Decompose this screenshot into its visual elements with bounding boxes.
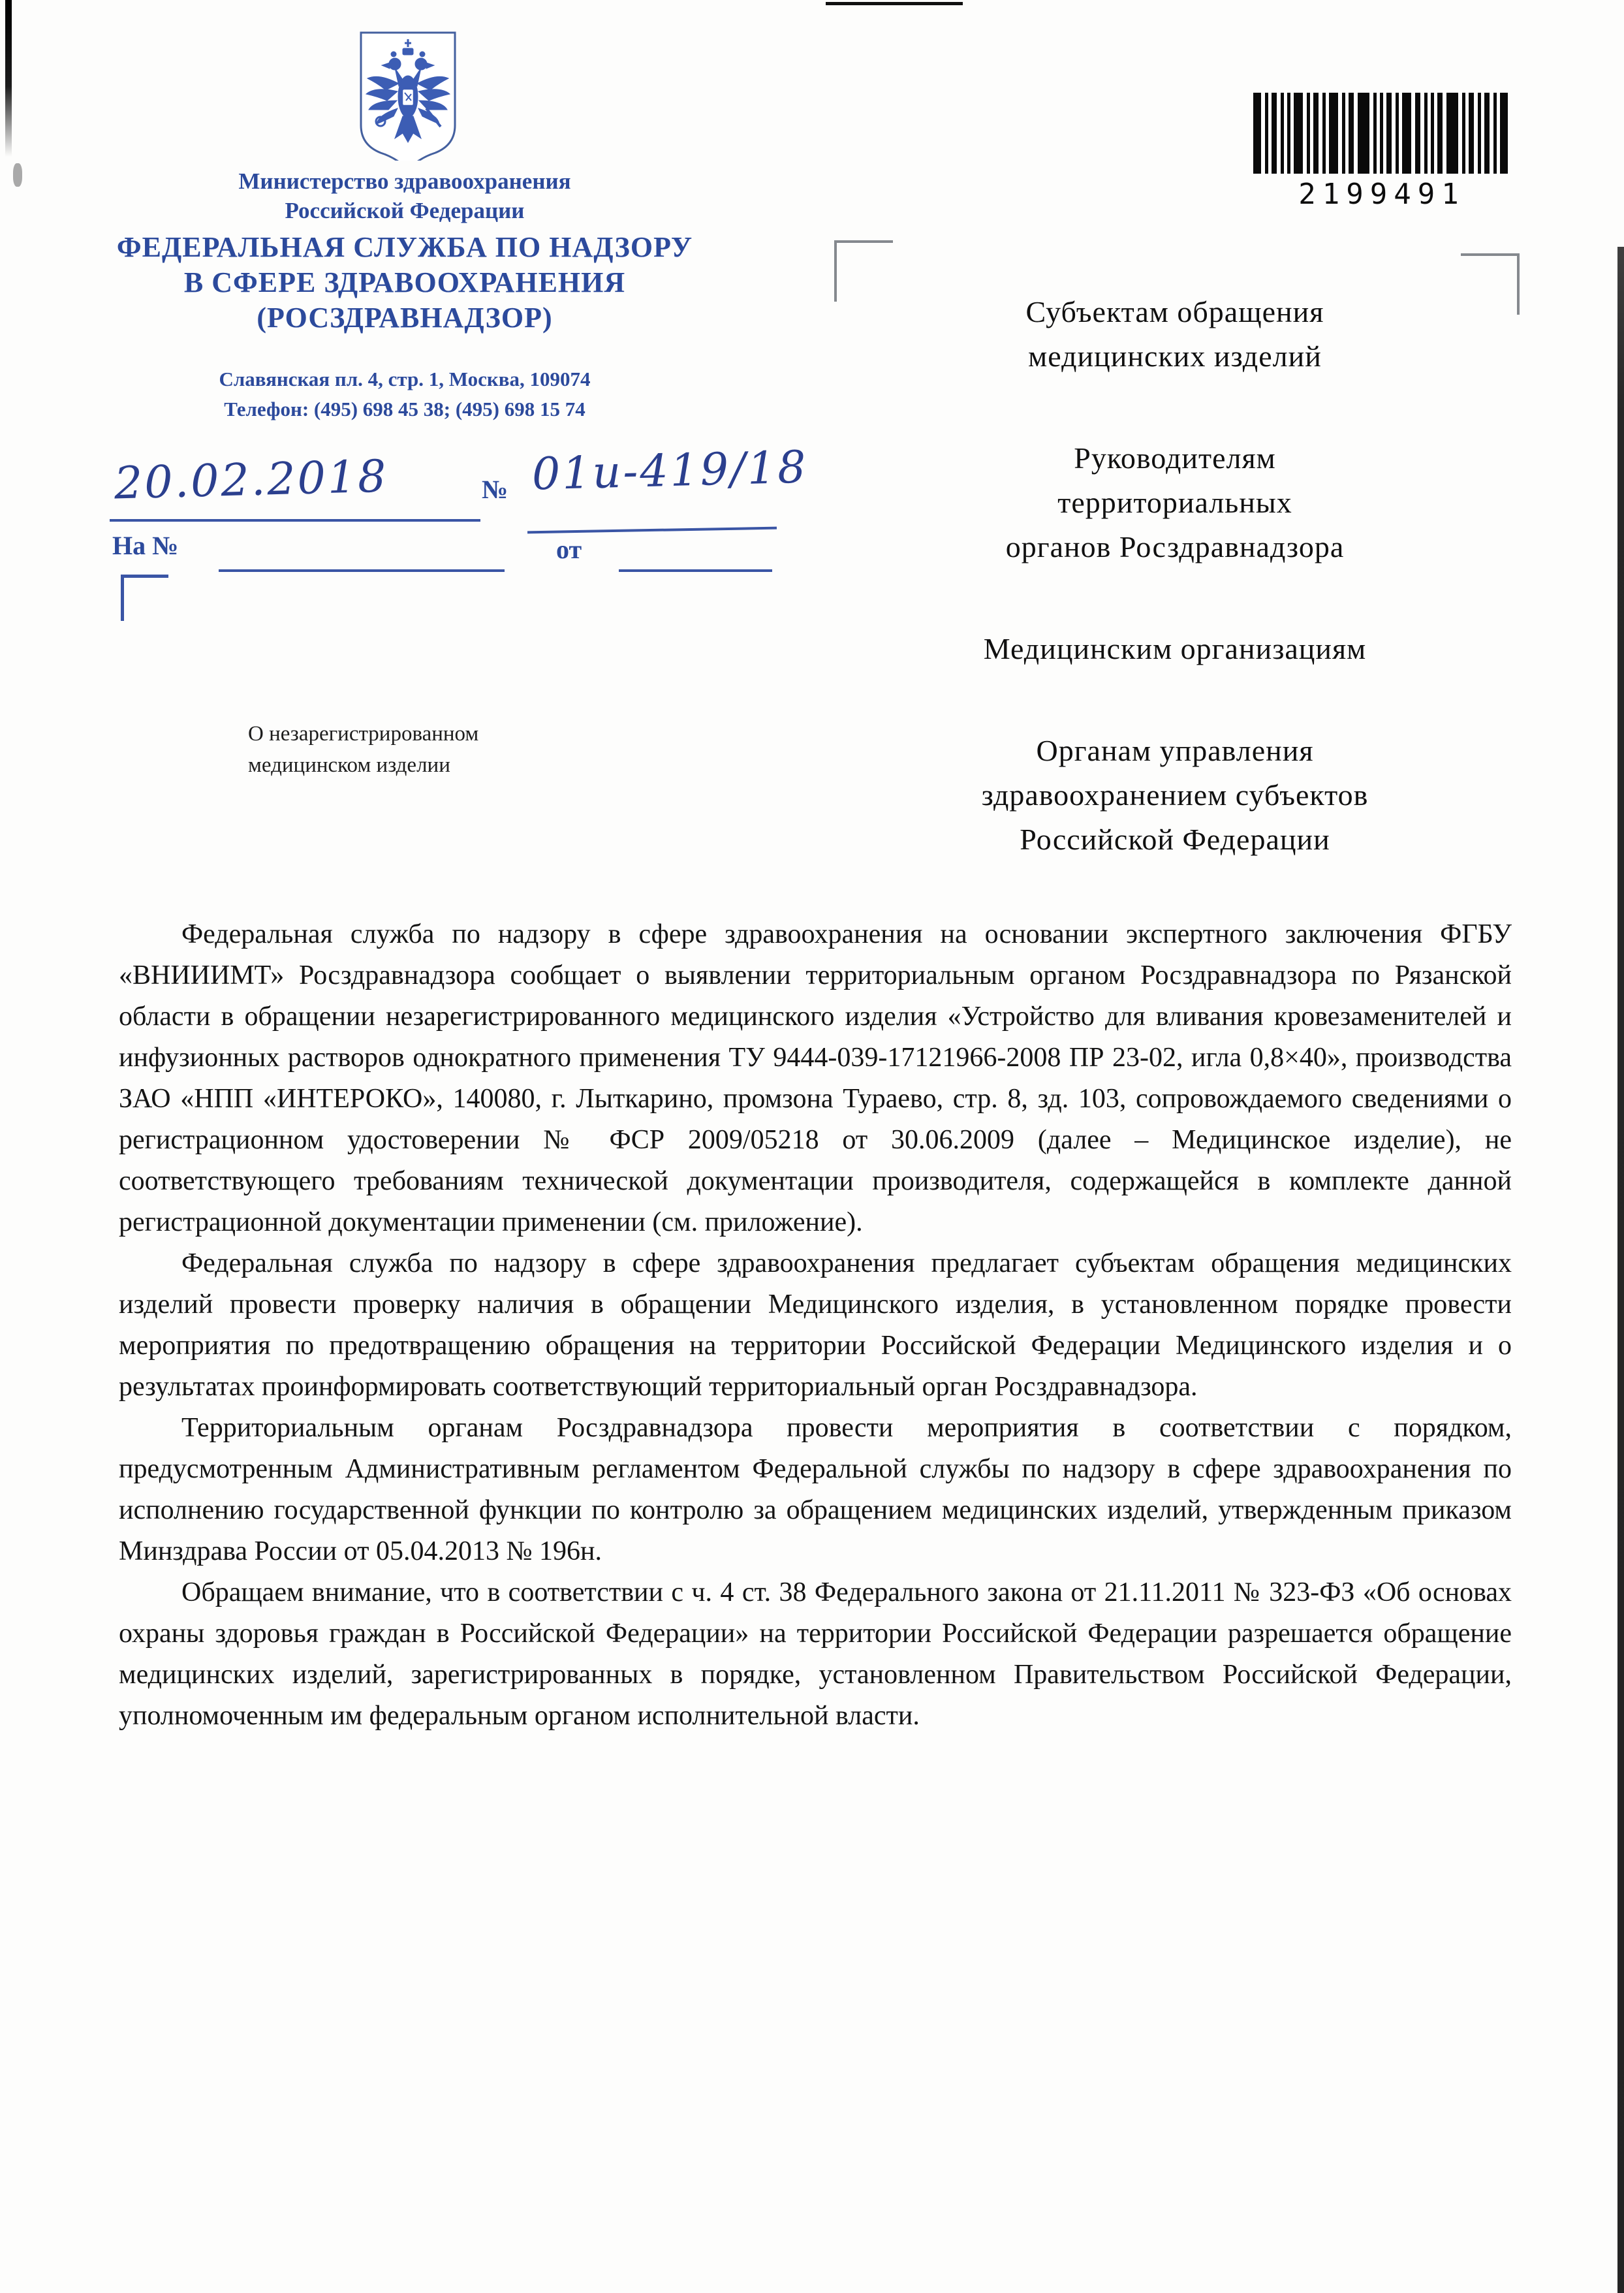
- recipient-line: медицинских изделий: [1028, 340, 1322, 373]
- number-sign-label: №: [482, 475, 508, 504]
- recipient-line: органов Росздравнадзора: [1005, 530, 1345, 563]
- reply-from-label: от: [556, 535, 582, 564]
- letter-subject: О незарегистрированном медицинском изделии: [248, 722, 479, 777]
- recipient-territorial-heads: [868, 436, 1482, 569]
- recipient-subjects: [868, 290, 1482, 379]
- recipient-line: здравоохранением субъектов: [981, 778, 1369, 812]
- recipient-list: [868, 290, 1482, 919]
- agency-name: [39, 230, 770, 336]
- body-paragraph-3: Территориальным органам Росздравнадзора провести мероприятия в соответствии с порядком, предусмотренным Административным регламентом Федеральной службы по надзору в сфере здравоохранения по исполнению государственной функции по контролю за обращением медицинских изделий, утвержденным приказом Минздрава России от 05.04.2013 № 196н.: [119, 1413, 1512, 1566]
- agency-phone: Телефон: (495) 698 45 38; (495) 698 15 74: [224, 398, 586, 420]
- ministry-line-1: Министерство здравоохранения: [238, 168, 571, 194]
- registration-barcode-icon: [1253, 93, 1508, 174]
- barcode-number: 2199491: [1298, 178, 1465, 211]
- recipient-line: Субъектам обращения: [1025, 295, 1324, 328]
- agency-line-3: (РОСЗДРАВНАДЗОР): [257, 302, 553, 334]
- address-zone-corner-mark: [121, 575, 168, 621]
- handwritten-outgoing-number: 01и-419/18: [531, 441, 809, 501]
- body-paragraph-2: Федеральная служба по надзору в сфере здравоохранения предлагает субъектам обращения медицинских изделий провести проверку наличия в обращении Медицинского изделия, в установленном порядке провести мероприятия по предотвращению обращения на территории Российской Федерации Медицинского изделия и о результатах проинформировать соответствующий территориальный орган Росздравнадзора.: [119, 1248, 1512, 1402]
- reply-number-blank-line: [219, 569, 505, 572]
- recipient-line: Органам управления: [1036, 734, 1314, 767]
- handwritten-date: 20.02.2018: [114, 451, 389, 510]
- agency-address: Славянская пл. 4, стр. 1, Москва, 109074: [219, 368, 591, 390]
- scan-artifact-left-edge: [5, 0, 12, 157]
- recipient-medical-organizations: [868, 627, 1482, 671]
- russia-coat-of-arms-icon: [356, 30, 460, 161]
- body-paragraph-1: Федеральная служба по надзору в сфере здравоохранения на основании экспертного заключения ФГБУ «ВНИИИМТ» Росздравнадзора сообщает о выявлении территориальным органом Росздравнадзора по Рязанской области в обращении незарегистрированного медицинского изделия «Устройство для вливания кровезаменителей и инфузионных растворов однократного применения ТУ 9444-039-17121966-2008 ПР 23-02, игла 0,8×40», производства ЗАО «НПП «ИНТЕРОКО», 140080, г. Лыткарино, промзона Тураево, стр. 8, зд. 103, сопровождаемого сведениями о регистрационном удостоверении № ФСР 2009/05218 от 30.06.2009 (далее – Медицинское изделие), не соответствующего требованиям технической документации производителя, содержащейся в комплекте данной регистрационной документации применении (см. приложение).: [119, 919, 1512, 1237]
- scan-artifact-top-line: [826, 2, 963, 5]
- reply-to-number-label: На №: [112, 531, 179, 560]
- ministry-line-2: Российской Федерации: [285, 198, 525, 223]
- scan-artifact-right-edge: [1617, 247, 1624, 2293]
- scan-artifact-left-blob: [13, 163, 22, 187]
- number-underline: [527, 527, 777, 534]
- ministry-name: [39, 166, 770, 225]
- agency-contact-block: [39, 364, 770, 424]
- recipient-line: территориальных: [1057, 486, 1292, 519]
- recipient-line: Российской Федерации: [1020, 823, 1330, 856]
- date-underline: [110, 519, 480, 522]
- recipient-line: Медицинским организациям: [983, 632, 1367, 665]
- body-paragraph-4: Обращаем внимание, что в соответствии с ч. 4 ст. 38 Федерального закона от 21.11.2011 № 323-ФЗ «Об основах охраны здоровья граждан в Российской Федерации» на территории Российской Федерации разрешается обращение медицинских изделий, зарегистрированных в порядке, установленном Правительством Российской Федерации, уполномоченным им федеральным органом исполнительной власти.: [119, 1577, 1512, 1731]
- letter-body: [119, 914, 1512, 1737]
- reply-date-blank-line: [619, 569, 772, 572]
- agency-line-1: ФЕДЕРАЛЬНАЯ СЛУЖБА ПО НАДЗОРУ: [116, 231, 693, 263]
- agency-line-2: В СФЕРЕ ЗДРАВООХРАНЕНИЯ: [183, 266, 626, 298]
- recipient-line: Руководителям: [1074, 441, 1276, 475]
- recipient-health-authorities: [868, 729, 1482, 862]
